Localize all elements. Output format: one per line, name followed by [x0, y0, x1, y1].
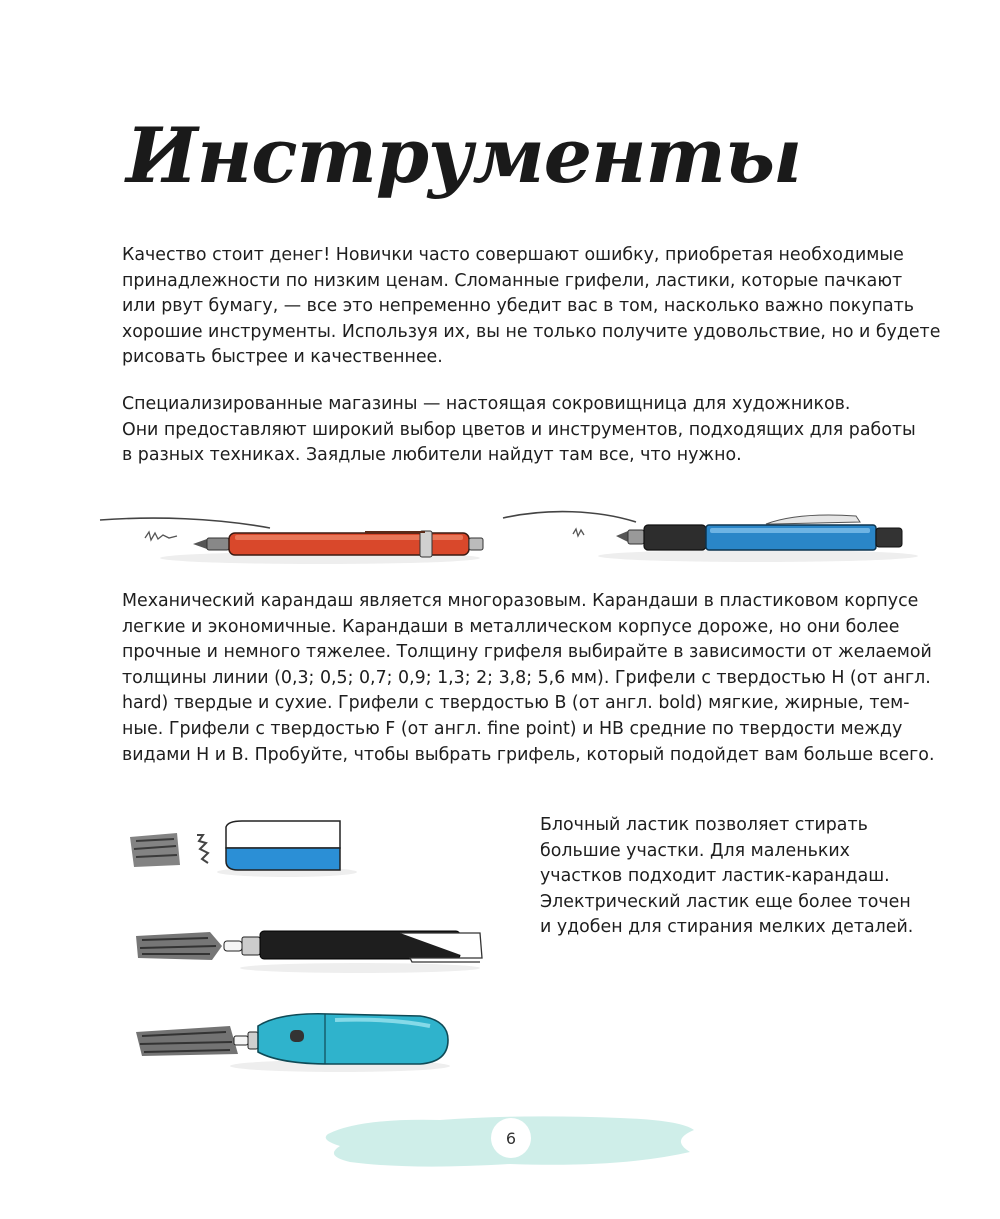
pencil-line: видами H и B. Пробуйте, чтобы выбрать грифель, который подойдет вам больше всего. — [122, 744, 935, 765]
power-button — [290, 1030, 304, 1042]
eraser-smudge-marks — [130, 833, 208, 867]
pencil-line: ные. Грифели с твердостью F (от англ. fine point) и HB средние по твердости между — [122, 718, 903, 739]
intro-line: хорошие инструменты. Используя их, вы не только получите удовольствие, но и будете — [122, 321, 941, 342]
eraser-smudge-marks — [136, 932, 222, 960]
pencil-stroke-line — [503, 512, 636, 522]
intro-paragraph — [122, 243, 940, 371]
erasers-line: Электрический ластик еще более точен — [540, 891, 911, 912]
eraser-pencil-illustration — [130, 918, 500, 976]
shops-line: Они предоставляют широкий выбор цветов и инструментов, подходящих для работы — [122, 419, 916, 440]
page-number-badge — [320, 1100, 700, 1180]
shops-line: Специализированные магазины — настоящая сокровищница для художников. — [122, 394, 851, 414]
intro-line: или рвут бумагу, — все это непременно убедит вас в том, насколько важно покупать — [122, 296, 914, 317]
page-number: 6 — [491, 1118, 531, 1158]
erasers-line: участков подходит ластик-карандаш. — [540, 866, 890, 887]
erasers-line: и удобен для стирания мелких деталей. — [540, 917, 914, 938]
block-eraser-illustration — [122, 815, 362, 880]
pencil-line: легкие и экономичные. Карандаши в металлическом корпусе дороже, но они более — [122, 616, 900, 637]
pencil-clip — [766, 515, 860, 524]
pencil-stroke-line — [100, 518, 270, 528]
shops-line: в разных техниках. Заядлые любители найдут там все, что нужно. — [122, 445, 742, 466]
pencil-line: Механический карандаш является многоразовым. Карандаши в пластиковом корпусе — [122, 591, 919, 611]
shops-paragraph — [122, 392, 916, 469]
pencil-grip — [644, 525, 706, 550]
pencil-line: прочные и немного тяжелее. Толщину грифеля выбирайте в зависимости от желаемой — [122, 642, 932, 663]
page-title: Инструменты — [126, 111, 802, 200]
mechanical-pencil-paragraph — [122, 589, 934, 768]
pencil-scribble — [145, 532, 177, 540]
erasers-line: Блочный ластик позволяет стирать — [540, 815, 868, 835]
intro-line: принадлежности по низким ценам. Сломанные грифели, ластики, которые пачкают — [122, 270, 903, 291]
eraser-top — [226, 821, 340, 848]
pencil-scribble — [573, 529, 584, 536]
pencil-line: толщины линии (0,3; 0,5; 0,7; 0,9; 1,3; 2; 3,8; 5,6 мм). Грифели с твердостью H (от англ. — [122, 667, 931, 688]
erasers-paragraph — [540, 813, 913, 941]
erasers-line: большие участки. Для маленьких — [540, 840, 850, 861]
red-mechanical-pencil-illustration — [95, 508, 495, 570]
eraser-sleeve — [226, 848, 340, 870]
intro-line: рисовать быстрее и качественнее. — [122, 347, 443, 368]
pencil-line: hard) твердые и сухие. Грифели с твердостью B (от англ. bold) мягкие, жирные, тем- — [122, 693, 910, 714]
electric-eraser-illustration — [130, 1006, 460, 1076]
eraser-smudge-marks — [136, 1026, 238, 1056]
intro-line: Качество стоит денег! Новички часто совершают ошибку, приобретая необходимые — [122, 245, 904, 265]
blue-mechanical-pencil-illustration — [498, 506, 918, 568]
